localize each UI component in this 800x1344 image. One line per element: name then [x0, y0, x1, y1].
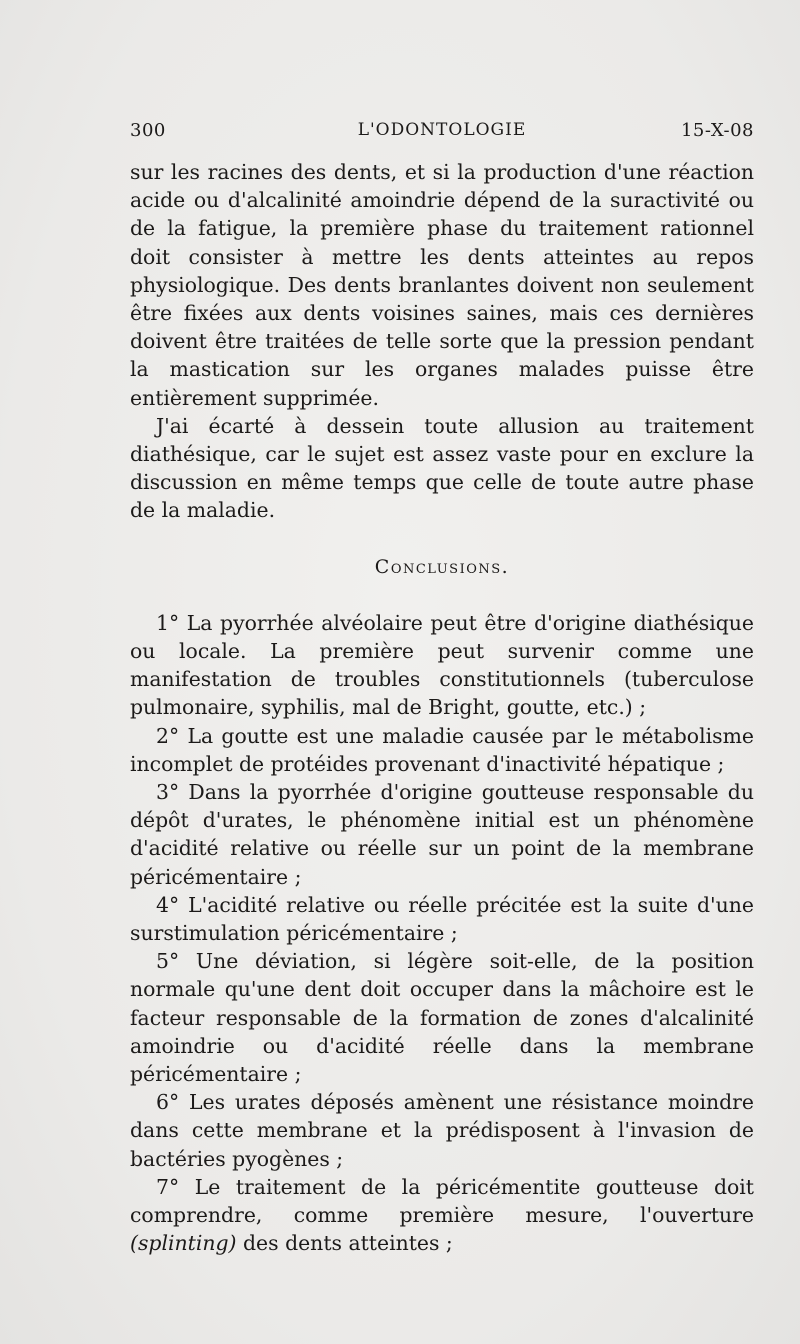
conclusion-item-1: 1° La pyorrhée alvéolaire peut être d'origine diathésique ou locale. La première peut survenir comme une manifestation de troubles constitutionnels (tuberculose pulmonaire, syphilis, mal de Bright, goutte, etc.) ; — [130, 610, 754, 720]
conclusion-item-6: 6° Les urates déposés amènent une résistance moindre dans cette membrane et la prédisposent à l'invasion de bactéries pyogènes ; — [130, 1090, 754, 1171]
conclusion-item-5: 5° Une déviation, si légère soit-elle, de la position normale qu'une dent doit occuper dans la mâchoire est le facteur responsable de la formation de zones d'alcalinité amoindrie ou d'acidité réelle dans la membrane péricémentaire ; — [130, 949, 754, 1087]
conclusion-7-italic-term: (splinting) — [130, 1231, 237, 1256]
conclusion-item-3: 3° Dans la pyorrhée d'origine goutteuse responsable du dépôt d'urates, le phénomène initial est un phénomène d'acidité relative ou réelle sur un point de la membrane péricémentaire ; — [130, 780, 754, 889]
text-block — [130, 158, 754, 1258]
spacer — [130, 581, 754, 609]
conclusion-item-2: 2° La goutte est une maladie causée par le métabolisme incomplet de protéides provenant d'inactivité hépatique ; — [130, 723, 754, 776]
body-paragraph: sur les racines des dents, et si la production d'une réaction acide ou d'alcalinité amoindrie dépend de la suractivité ou de la fatigue, la première phase du traitement rationnel doit consister à mettre les dents atteintes au repos physiologique. Des dents branlantes doivent non seulement être fixées aux dents voisines saines, mais ces dernières doivent être traitées de telle sorte que la pression pendant la mastication sur les organes malades puisse être entièrement supprimée. — [130, 160, 754, 410]
conclusion-item-7 — [130, 1173, 754, 1258]
conclusion-7-text: 7° Le traitement de la péricémentite goutteuse doit comprendre, comme première mesure, l'ouverture — [130, 1174, 754, 1228]
running-header — [130, 120, 754, 150]
conclusion-7-text-end: des dents atteintes ; — [236, 1231, 453, 1256]
section-title: Conclusions. — [374, 555, 510, 578]
running-title: L'ODONTOLOGIE — [357, 120, 527, 140]
issue-date: 15-X-08 — [680, 120, 754, 141]
page-number: 300 — [130, 120, 166, 141]
body-paragraph: J'ai écarté à dessein toute allusion au traitement diathésique, car le sujet est assez vaste pour en exclure la discussion en même temps que celle de toute autre phase de la maladie. — [130, 413, 754, 523]
spacer — [130, 525, 754, 553]
conclusion-item-4: 4° L'acidité relative ou réelle précitée est la suite d'une surstimulation péricémentaire ; — [130, 892, 754, 946]
